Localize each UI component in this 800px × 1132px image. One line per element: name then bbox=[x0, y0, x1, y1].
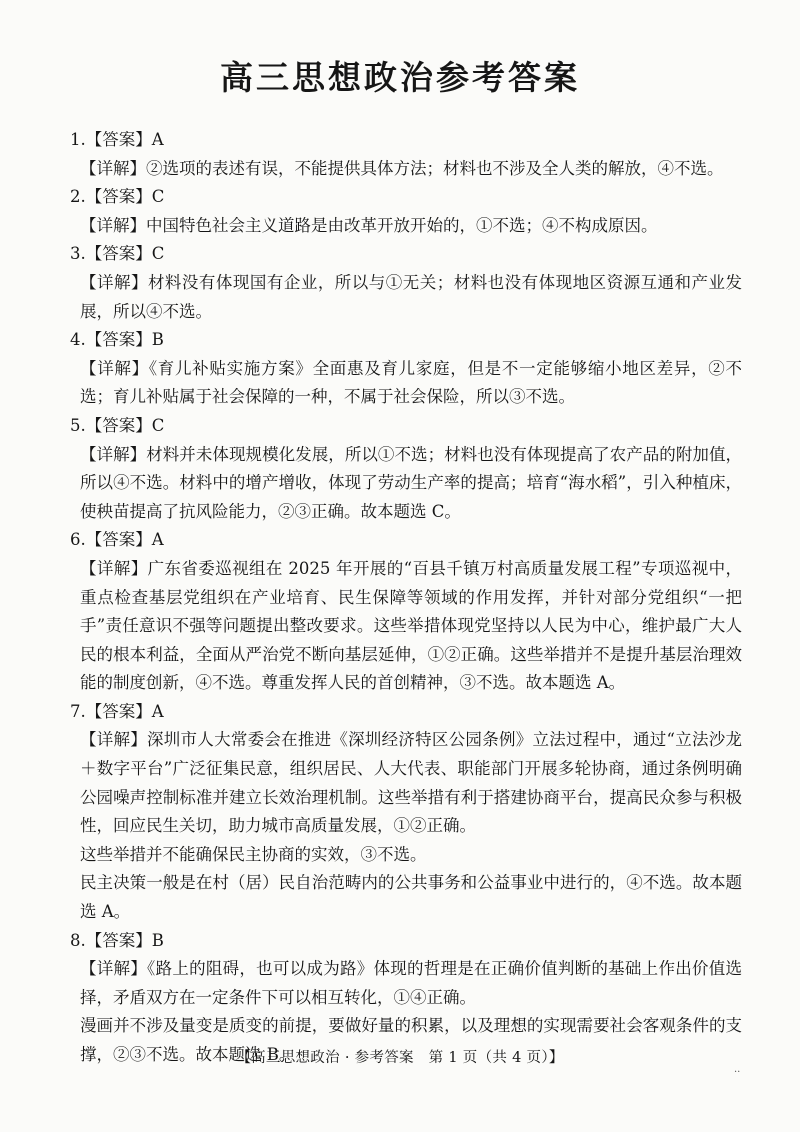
explanation: 【详解】广东省委巡视组在 2025 年开展的“百县千镇万村高质量发展工程”专项巡视中，重点检查基层党组织在产业培育、民生保障等领域的作用发挥，并针对部分党组织“一把手”责任意识不强等问题提出整改要求。这些举措体现党坚持以人民为中心，维护最广大人民的根本利益，全面从严治党不断向基层延伸，①②正确。这些举措并不是提升基层治理效能的制度创新，④不选。尊重发挥人民的首创精神，③不选。故本题选 A。 bbox=[80, 558, 742, 693]
explanation-continued: 这些举措并不能确保民主协商的实效，③不选。 bbox=[80, 844, 427, 864]
answer-line: 3.【答案】C bbox=[70, 244, 165, 264]
page-title: 高三思想政治参考答案 bbox=[220, 58, 580, 97]
answer-line: 4.【答案】B bbox=[70, 330, 164, 350]
explanation-continued: 民主决策一般是在村（居）民自治范畴内的公共事务和公益事业中进行的，④不选。故本题选 A。 bbox=[80, 873, 742, 922]
question-7 bbox=[66, 698, 742, 927]
scan-speck: .. bbox=[734, 1064, 741, 1075]
question-6 bbox=[66, 526, 742, 698]
question-2 bbox=[66, 183, 742, 240]
explanation: 【详解】深圳市人大常委会在推进《深圳经济特区公园条例》立法过程中，通过“立法沙龙＋数字平台”广泛征集民意，组织居民、人大代表、职能部门开展多轮协商，通过条例明确公园噪声控制标准并建立长效治理机制。这些举措有利于搭建协商平台，提高民众参与积极性，回应民生关切，助力城市高质量发展，①②正确。 bbox=[80, 730, 742, 836]
answer-line: 1.【答案】A bbox=[70, 130, 164, 149]
question-5 bbox=[66, 412, 742, 526]
explanation: 【详解】《路上的阻碍，也可以成为路》体现的哲理是在正确价值判断的基础上作出价值选择，矛盾双方在一定条件下可以相互转化，①④正确。 bbox=[80, 959, 742, 1007]
answer-line: 2.【答案】C bbox=[70, 187, 165, 207]
question-4 bbox=[66, 326, 742, 412]
answer-line: 6.【答案】A bbox=[70, 530, 164, 550]
page-footer: 【高三思想政治 · 参考答案 第 1 页（共 4 页）】 bbox=[236, 1050, 564, 1066]
question-1 bbox=[66, 126, 742, 183]
answer-line: 7.【答案】A bbox=[70, 701, 164, 721]
explanation: 【详解】《育儿补贴实施方案》全面惠及育儿家庭，但是不一定能够缩小地区差异，②不选；育儿补贴属于社会保障的一种，不属于社会保险，所以③不选。 bbox=[80, 358, 742, 407]
explanation: 【详解】②选项的表述有误，不能提供具体方法；材料也不涉及全人类的解放，④不选。 bbox=[80, 158, 724, 178]
explanation: 【详解】材料没有体现国有企业，所以与①无关；材料也没有体现地区资源互通和产业发展，所以④不选。 bbox=[80, 272, 742, 321]
explanation-continued: 漫画并不涉及量变是质变的前提，要做好量的积累，以及理想的实现需要社会客观条件的支撑，②③不选。故本题选 B。 bbox=[80, 1016, 742, 1064]
explanation: 【详解】中国特色社会主义道路是由改革开放开始的，①不选；④不构成原因。 bbox=[80, 215, 658, 235]
question-3 bbox=[66, 240, 742, 326]
answer-line: 8.【答案】B bbox=[70, 930, 164, 950]
answers-list bbox=[66, 126, 742, 1070]
explanation: 【详解】材料并未体现规模化发展，所以①不选；材料也没有体现提高了农产品的附加值，所以④不选。材料中的增产增收，体现了劳动生产率的提高；培育“海水稻”，引入种植床，使秧苗提高了抗风险能力，②③正确。故本题选 C。 bbox=[80, 444, 742, 521]
answer-line: 5.【答案】C bbox=[70, 415, 165, 435]
